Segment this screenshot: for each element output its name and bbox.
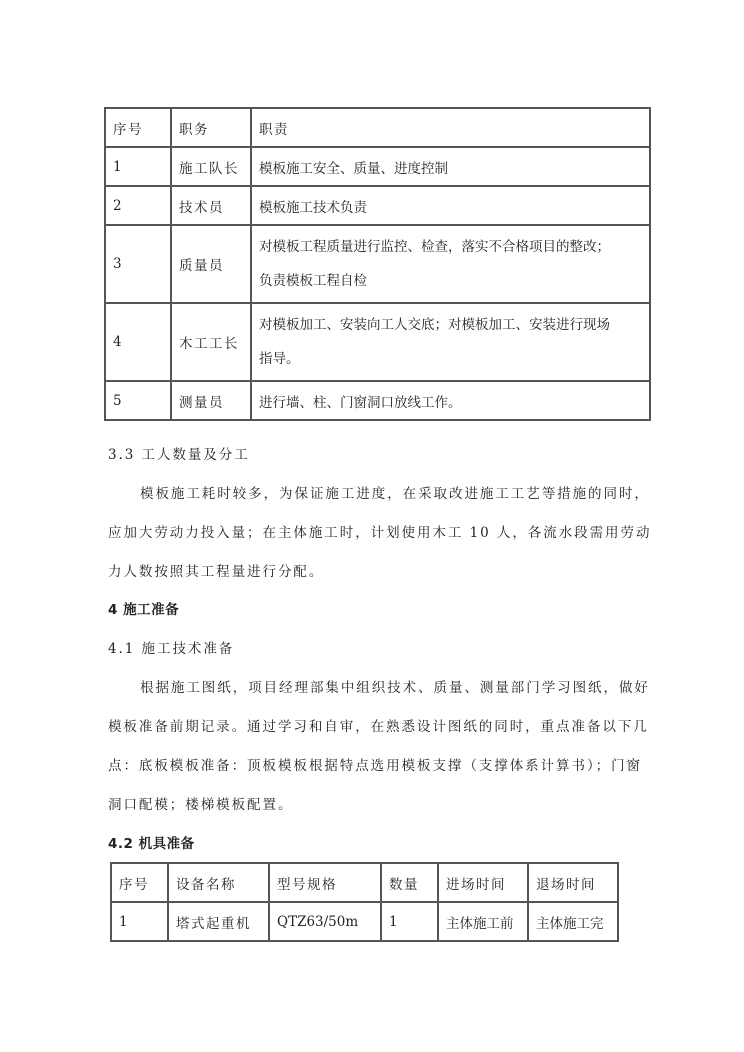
paragraph-line: 应加大劳动力投入量；在主体施工时，计划使用木工 10 人，各流水段需用劳动 (108, 525, 652, 541)
header-cell: 设备名称 (168, 863, 269, 902)
cell-duty (251, 303, 650, 381)
paragraph-line: 模板施工耗时较多，为保证施工进度，在采取改进施工工艺等措施的同时， (140, 486, 650, 502)
cell-duty (251, 225, 650, 303)
section-heading-4-2: 4.2 机具准备 (108, 836, 195, 852)
paragraph-line: 根据施工图纸，项目经理部集中组织技术、质量、测量部门学习图纸，做好 (140, 680, 650, 696)
cell: QTZ63/50m (269, 902, 381, 941)
cell-duty: 模板施工技术负责 (251, 186, 650, 225)
cell-duty: 进行墙、柱、门窗洞口放线工作。 (251, 381, 650, 420)
duty-line: 对模板加工、安装向工人交底；对模板加工、安装进行现场 (259, 317, 610, 333)
table-row (105, 303, 650, 381)
cell-no: 2 (105, 186, 171, 225)
cell-role: 质量员 (171, 225, 251, 303)
table-row (105, 186, 650, 225)
section-heading-4: 4 施工准备 (108, 602, 180, 618)
header-cell: 职责 (251, 108, 650, 147)
section-heading-4-1: 4.1 施工技术准备 (108, 641, 235, 657)
header-cell: 退场时间 (528, 863, 618, 902)
cell-role: 施工队长 (171, 147, 251, 186)
paragraph-line: 模板准备前期记录。通过学习和自审，在熟悉设计图纸的同时，重点准备以下几 (108, 719, 649, 735)
cell-no: 5 (105, 381, 171, 420)
header-cell: 序号 (105, 108, 171, 147)
paragraph-line: 力人数按照其工程量进行分配。 (108, 564, 325, 580)
paragraph-line: 洞口配模；楼梯模板配置。 (108, 797, 294, 813)
table-row (105, 381, 650, 420)
cell-role: 木工工长 (171, 303, 251, 381)
table-header-row (111, 863, 618, 902)
cell: 主体施工完 (528, 902, 618, 941)
cell-no: 4 (105, 303, 171, 381)
cell-no: 1 (105, 147, 171, 186)
equipment-table (110, 862, 619, 942)
cell-duty: 模板施工安全、质量、进度控制 (251, 147, 650, 186)
section-heading-3-3: 3.3 工人数量及分工 (108, 447, 250, 463)
cell: 塔式起重机 (168, 902, 269, 941)
cell: 主体施工前 (438, 902, 528, 941)
cell-role: 技术员 (171, 186, 251, 225)
cell: 1 (381, 902, 438, 941)
header-cell: 型号规格 (269, 863, 381, 902)
table-row (105, 147, 650, 186)
header-cell: 数量 (381, 863, 438, 902)
duty-line: 指导。 (259, 351, 300, 367)
table-header-row (105, 108, 650, 147)
cell-no: 3 (105, 225, 171, 303)
table-row (111, 902, 618, 941)
header-cell: 职务 (171, 108, 251, 147)
paragraph-line: 点：底板模板准备：顶板模板根据特点选用模板支撑（支撑体系计算书）；门窗 (108, 758, 642, 774)
duty-line: 对模板工程质量进行监控、检查，落实不合格项目的整改； (259, 239, 610, 255)
duty-table (104, 107, 651, 421)
table-row (105, 225, 650, 303)
header-cell: 序号 (111, 863, 168, 902)
cell: 1 (111, 902, 168, 941)
cell-role: 测量员 (171, 381, 251, 420)
duty-line: 负责模板工程自检 (259, 273, 367, 289)
header-cell: 进场时间 (438, 863, 528, 902)
